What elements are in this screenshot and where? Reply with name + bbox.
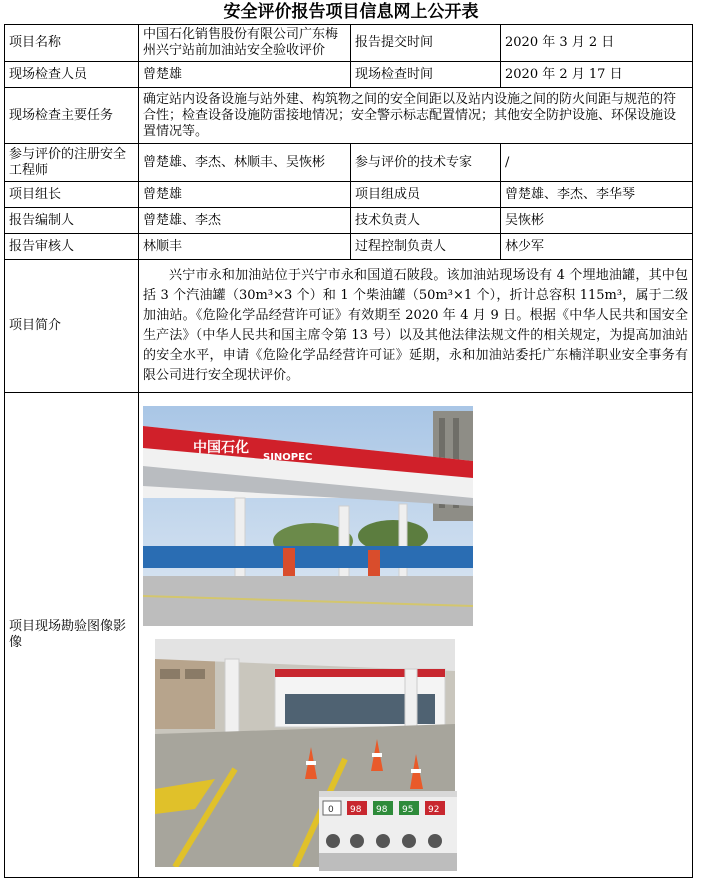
- value-intro: 兴宁市永和加油站位于兴宁市永和国道石陂段。该加油站现场设有 4 个埋地油罐，其中包括 3 个汽油罐（30m³×3 个）和 1 个柴油罐（50m³×1 个），折计总容积 115m³，属于二级加油站。《危险化学品经营许可证》有效期至 2020 年 4 月 9 日。根据《中华人民共和国安全生产法》（中华人民共和国主席令第 13 号）以及其他法律法规文件的相关规定，为提高加油站的安全水平，申请《危险化学品经营许可证》延期，永和加油站委托广东楠洋职业安全事务有限公司进行安全现状评价。: [139, 260, 693, 393]
- station-canopy-photo: [143, 406, 473, 626]
- label-tasks: 现场检查主要任务: [5, 88, 139, 144]
- label-images: 项目现场勘验图像影像: [5, 393, 139, 878]
- value-submit-time: 2020 年 3 月 2 日: [501, 25, 693, 62]
- fuel-label-92: 92: [428, 805, 440, 815]
- value-process-lead: 林少军: [501, 234, 693, 260]
- images-cell: [139, 393, 693, 878]
- row-leader: [5, 182, 693, 208]
- fuel-labels-photo: [319, 791, 457, 871]
- label-engineers: 参与评价的注册安全工程师: [5, 144, 139, 182]
- value-engineers: 曾楚雄、李杰、林顺丰、吴恢彬: [139, 144, 351, 182]
- value-reviewer: 林顺丰: [139, 234, 351, 260]
- label-experts: 参与评价的技术专家: [351, 144, 501, 182]
- info-table: [4, 24, 693, 878]
- label-members: 项目组成员: [351, 182, 501, 208]
- value-members: 曾楚雄、李杰、李华琴: [501, 182, 693, 208]
- fuel-label-95: 95: [402, 805, 414, 815]
- label-project-name: 项目名称: [5, 25, 139, 62]
- row-author: [5, 208, 693, 234]
- value-author: 曾楚雄、李杰: [139, 208, 351, 234]
- label-inspector: 现场检查人员: [5, 62, 139, 88]
- canopy-brand-en: SINOPEC: [263, 452, 313, 463]
- value-project-name: 中国石化销售股份有限公司广东梅州兴宁站前加油站安全验收评价: [139, 25, 351, 62]
- label-leader: 项目组长: [5, 182, 139, 208]
- value-leader: 曾楚雄: [139, 182, 351, 208]
- value-experts: /: [501, 144, 693, 182]
- canopy-brand-cn: 中国石化: [193, 440, 249, 456]
- fuel-label-0: 0: [328, 805, 334, 815]
- row-reviewer: [5, 234, 693, 260]
- value-inspect-time: 2020 年 2 月 17 日: [501, 62, 693, 88]
- row-intro: [5, 260, 693, 393]
- label-submit-time: 报告提交时间: [351, 25, 501, 62]
- row-tasks: [5, 88, 693, 144]
- row-project-name: [5, 25, 693, 62]
- label-author: 报告编制人: [5, 208, 139, 234]
- label-process-lead: 过程控制负责人: [351, 234, 501, 260]
- fuel-label-98a: 98: [350, 805, 362, 815]
- fuel-label-98b: 98: [376, 805, 388, 815]
- label-reviewer: 报告审核人: [5, 234, 139, 260]
- label-tech-lead: 技术负责人: [351, 208, 501, 234]
- page-title: 安全评价报告项目信息网上公开表: [223, 2, 479, 22]
- label-intro: 项目简介: [5, 260, 139, 393]
- value-tech-lead: 吴恢彬: [501, 208, 693, 234]
- row-inspector: [5, 62, 693, 88]
- value-inspector: 曾楚雄: [139, 62, 351, 88]
- row-images: [5, 393, 693, 878]
- label-inspect-time: 现场检查时间: [351, 62, 501, 88]
- row-engineers: [5, 144, 693, 182]
- value-tasks: 确定站内设备设施与站外建、构筑物之间的安全间距以及站内设施之间的防火间距与规范的符合性；检查设备设施防雷接地情况；安全警示标志配置情况；其他安全防护设施、环保设施设置情况等。: [139, 88, 693, 144]
